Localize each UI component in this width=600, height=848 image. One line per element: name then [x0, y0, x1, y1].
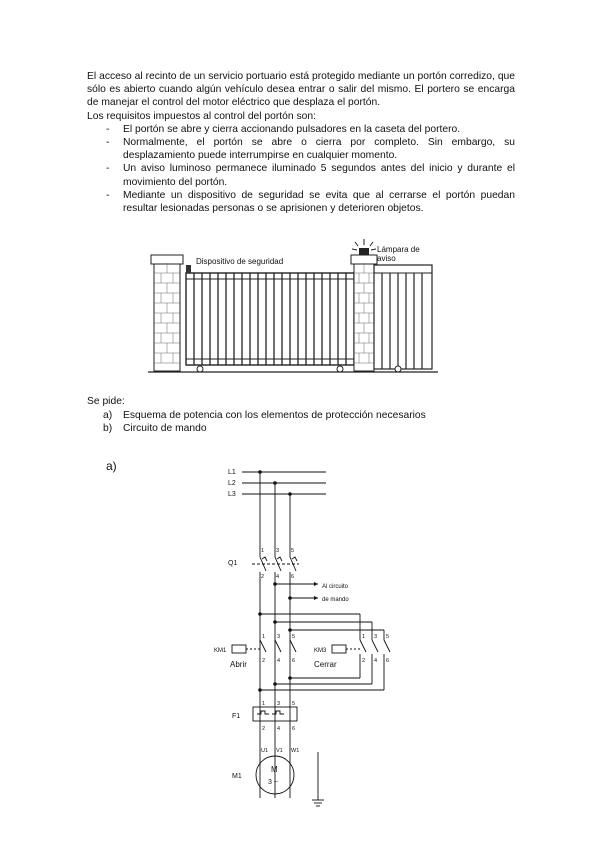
svg-text:5: 5	[291, 548, 295, 554]
svg-text:U1: U1	[261, 748, 269, 754]
requirement-item: - El portón se abre y cierra accionando pulsadores en la caseta del portero.	[106, 123, 461, 135]
control-note: Al circuito	[322, 584, 349, 590]
svg-text:3: 3	[374, 634, 378, 640]
task-item: b) Circuito de mando	[103, 423, 207, 435]
svg-text:4: 4	[277, 658, 281, 664]
svg-text:5: 5	[292, 701, 296, 707]
km1-label: KM1	[214, 648, 227, 654]
line-label-l3: L3	[228, 491, 236, 498]
safety-device-label: Dispositivo de seguridad	[196, 257, 284, 266]
svg-text:de mando: de mando	[322, 597, 349, 603]
svg-text:V1: V1	[276, 748, 283, 754]
warning-lamp-label: Lámpara de	[377, 245, 420, 254]
svg-text:1: 1	[262, 634, 266, 640]
requirement-item: - Mediante un dispositivo de seguridad se evita que al cerrarse el portón puedan resultar lesionadas personas o se aprisionen y deterioren objetos.	[106, 189, 515, 215]
svg-text:6: 6	[292, 658, 296, 664]
gate-panel	[186, 273, 354, 372]
f1-label: F1	[232, 713, 241, 720]
svg-text:2: 2	[262, 726, 266, 732]
motor-letter: M	[271, 765, 278, 774]
svg-text:6: 6	[386, 658, 390, 664]
svg-text:4: 4	[276, 574, 280, 580]
requirement-item: - Normalmente, el portón se abre o cierra por completo. Sin embargo, su desplazamiento puede interrumpirse en cualquier momento.	[106, 137, 515, 162]
svg-text:3: 3	[277, 701, 281, 707]
svg-text:aviso: aviso	[377, 254, 396, 263]
warning-lamp-icon	[352, 239, 376, 255]
svg-text:W1: W1	[291, 748, 300, 754]
km3-label: KM3	[314, 648, 327, 654]
svg-text:4: 4	[374, 658, 378, 664]
svg-text:5: 5	[292, 634, 296, 640]
sliding-gate-illustration	[148, 237, 438, 385]
tasks-list	[87, 409, 507, 436]
svg-text:6: 6	[292, 726, 296, 732]
m1-label: M1	[232, 773, 242, 780]
svg-text:2: 2	[261, 574, 265, 580]
intro-paragraph: El acceso al recinto de un servicio portuario está protegido mediante un portón corredizo, que sólo es abierto cuando algún vehículo desea entrar o salir del mismo. El portero se encarga de manejar el control del motor eléctrico que desplaza el portón.	[87, 71, 515, 109]
q1-label: Q1	[228, 560, 238, 567]
svg-text:3: 3	[276, 548, 280, 554]
line-label-l2: L2	[228, 480, 236, 487]
motor-phase: 3 ~	[268, 779, 278, 786]
problem-statement	[87, 70, 515, 215]
svg-text:4: 4	[277, 726, 281, 732]
svg-text:1: 1	[362, 634, 366, 640]
part-a-label: a)	[106, 459, 117, 473]
tasks-section	[87, 395, 507, 436]
svg-text:6: 6	[291, 574, 295, 580]
svg-text:3: 3	[277, 634, 281, 640]
km3-name: Cerrar	[314, 660, 337, 669]
right-pillar	[351, 255, 377, 371]
svg-text:2: 2	[262, 658, 266, 664]
safety-device-marker	[186, 265, 191, 273]
requirements-list	[87, 123, 515, 215]
svg-text:1: 1	[261, 548, 265, 554]
km1-name: Abrir	[230, 660, 247, 669]
power-circuit-diagram	[200, 462, 420, 808]
left-pillar	[151, 255, 183, 371]
line-label-l1: L1	[228, 469, 236, 476]
svg-text:5: 5	[386, 634, 390, 640]
svg-text:1: 1	[262, 701, 266, 707]
gate-guide-frame	[374, 265, 432, 372]
tasks-heading: Se pide:	[87, 396, 125, 407]
requirements-heading: Los requisitos impuestos al control del portón son:	[87, 110, 316, 122]
svg-text:2: 2	[362, 658, 366, 664]
requirement-item: - Un aviso luminoso permanece iluminado 5 segundos antes del inicio y durante el movimiento del portón.	[106, 163, 515, 188]
task-item: a) Esquema de potencia con los elementos de protección necesarios	[103, 409, 426, 421]
